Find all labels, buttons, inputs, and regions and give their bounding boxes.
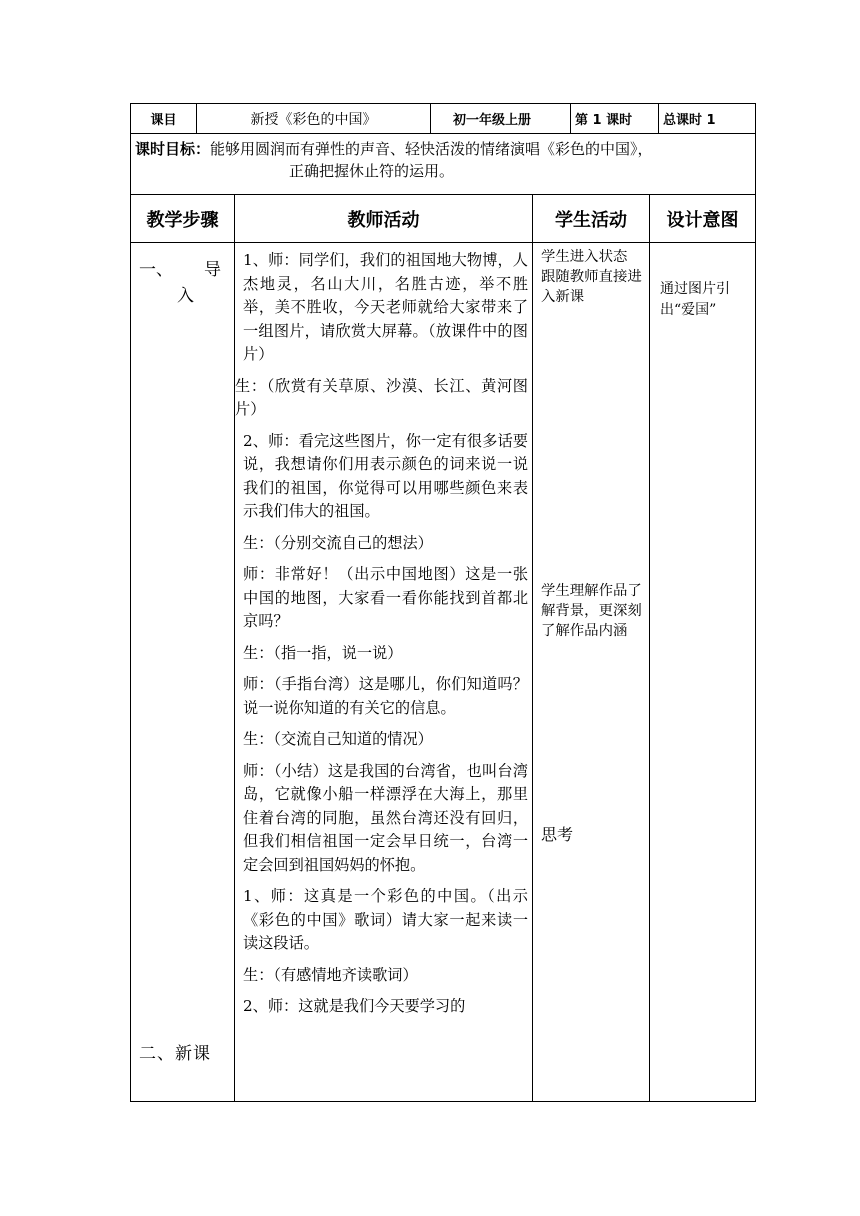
grade-cell: 初一年级上册	[431, 104, 571, 134]
step-intro-char-1: 导	[204, 260, 221, 280]
lesson-objective	[131, 134, 756, 195]
subject-label: 课目	[131, 104, 197, 134]
total-lessons-cell: 总课时 1	[659, 104, 756, 134]
column-header-intent: 设计意图	[650, 195, 756, 243]
teacher-paragraph: 生：（指一指，说一说）	[243, 643, 403, 662]
design-intent-cell	[650, 243, 756, 1102]
objective-line-2: 正确把握休止符的运用。	[289, 162, 455, 180]
column-header-student: 学生活动	[533, 195, 650, 243]
steps-cell	[131, 243, 235, 1102]
lesson-header-table	[130, 103, 756, 195]
step-intro-char-2: 入	[177, 286, 194, 306]
subject-value: 新授《彩色的中国》	[197, 104, 431, 134]
teacher-paragraph: 1、师：同学们，我们的祖国地大物博，人杰地灵，名山大川，名胜古迹，举不胜举，美不胜收，今天老师就给大家带来了一组图片，请欣赏大屏幕。（放课件中的图片）	[243, 251, 528, 363]
teacher-paragraph: 1、师：这真是一个彩色的中国。（出示《彩色的中国》歌词）请大家一起来读一读这段话。	[243, 887, 528, 952]
student-activity-1: 学生进入状态 跟随教师直接进入新课	[541, 249, 642, 305]
lesson-number-cell: 第 1 课时	[571, 104, 659, 134]
teacher-paragraph: 生：（有感情地齐读歌词）	[243, 965, 418, 984]
design-intent-1: 通过图片引出“爱国”	[660, 281, 730, 318]
objective-label: 课时目标：	[135, 140, 211, 158]
teacher-paragraph: 生：（交流自己知道的情况）	[243, 730, 433, 748]
student-activity-2: 学生理解作品了解背景，更深刻了解作品内涵	[541, 583, 642, 639]
student-activities-cell	[533, 243, 650, 1102]
lesson-steps-table	[130, 194, 756, 1102]
teacher-activities-cell	[235, 243, 533, 1102]
teacher-paragraph: 2、师：看完这些图片，你一定有很多话要说，我想请你们用表示颜色的词来说一说我们的祖国，你觉得可以用哪些颜色来表示我们伟大的祖国。	[243, 431, 528, 520]
column-header-teacher: 教师活动	[235, 195, 533, 243]
step-intro	[139, 257, 227, 309]
student-activity-3: 思考	[541, 825, 574, 844]
column-header-steps: 教学步骤	[131, 195, 235, 243]
teacher-paragraph: 师：（手指台湾）这是哪儿，你们知道吗？说一说你知道的有关它的信息。	[243, 675, 528, 717]
teacher-paragraph: 生：（欣赏有关草原、沙漠、长江、黄河图片）	[235, 376, 528, 418]
teacher-paragraph: 师：（小结）这是我国的台湾省，也叫台湾岛，它就像小船一样漂浮在大海上，那里住着台湾的同胞，虽然台湾还没有回归，但我们相信祖国一定会早日统一，台湾一定会回到祖国妈妈的怀抱。	[243, 761, 528, 874]
step-new-lesson: 二、新课	[139, 1044, 211, 1064]
teacher-paragraph: 2、师：这就是我们今天要学习的	[243, 997, 466, 1015]
step-intro-number: 一、	[139, 260, 173, 280]
teacher-paragraph: 师：非常好！（出示中国地图）这是一张中国的地图，大家看一看你能找到首都北京吗？	[243, 565, 528, 630]
objective-line-1: 能够用圆润而有弹性的声音、轻快活泼的情绪演唱《彩色的中国》，	[210, 140, 653, 158]
teacher-paragraph: 生：（分别交流自己的想法）	[243, 533, 433, 552]
